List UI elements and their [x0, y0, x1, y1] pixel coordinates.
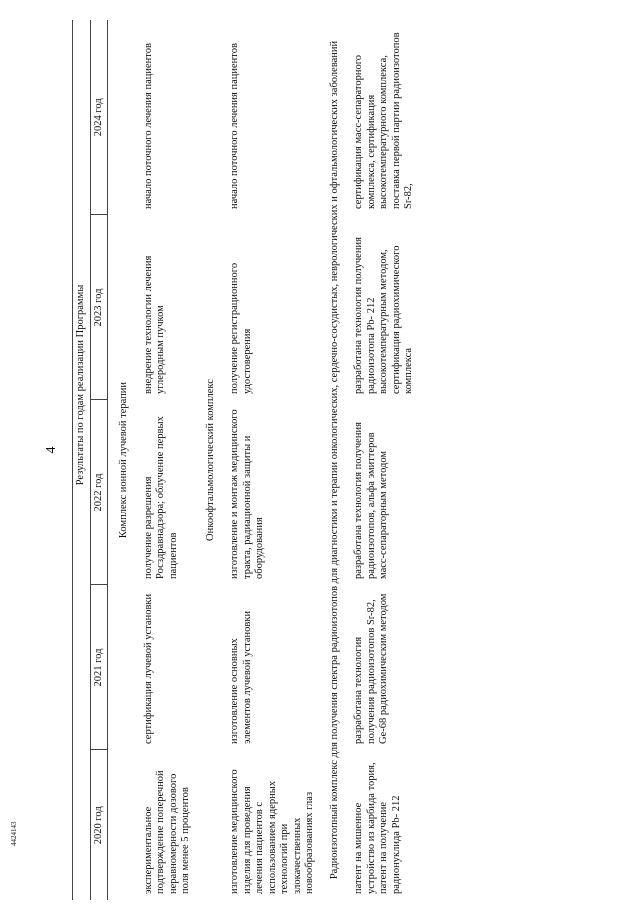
table-cell: сертификация лучевой установки	[142, 593, 154, 744]
column-header-2024: 2024 год	[90, 20, 108, 215]
table-header-row	[90, 20, 108, 900]
section-title-row	[319, 20, 350, 900]
table-cell: разработана технология получения радиоизотопов Sr-82, Ge-68 радиохимическим методом	[353, 593, 389, 744]
table-cell: сертификация масс-сепараторного комплекса, сертификация высокотемпературного комплекса, поставка первой партии радиоизотопов Sr-82,	[353, 32, 414, 209]
table-row	[349, 20, 418, 900]
column-header-2021: 2021 год	[90, 585, 108, 750]
table-group-title: Результаты по годам реализации Программы	[73, 20, 91, 750]
table-cell: экспериментальное подтверждение поперечной неравномерности дозового поля менее 5 процентов	[142, 770, 191, 894]
table-group-title-row	[73, 20, 91, 900]
table-cell: разработана технология получения радиоизотопов, альфа эмиттеров масс-сепараторным методом	[353, 422, 389, 579]
column-header-2023: 2023 год	[90, 215, 108, 400]
table-cell: внедрение технологии лечения углеродным пучком	[142, 255, 166, 394]
page-number: 4	[44, 446, 59, 454]
table-cell: патент на мишенное устройство из карбида тория, патент на получение радионуклида Pb- 212	[353, 762, 402, 894]
column-header-2020: 2020 год	[90, 750, 108, 900]
section-title-oncophthalmology: Онкоофтальмологический комплекс	[204, 379, 216, 541]
rotated-page-content	[70, 20, 570, 900]
section-title-radioisotope: Радиоизотопный комплекс для получения спектра радиоизотопов для диагностики и терапии онкологических, сердечно-сосудистых, неврологических и офтальмологических заболеваний	[328, 40, 340, 880]
results-table	[70, 20, 418, 900]
table-cell: получение разрешения Росздравнадзора; облучение первых пациентов	[142, 416, 179, 579]
table-cell: изготовление основных элементов лучевой установки	[229, 610, 253, 744]
table-row	[225, 20, 319, 900]
table-cell: получение регистрационного удостоверения	[229, 262, 253, 394]
table-cell: изготовление и монтаж медицинского тракта, радиационной защиты и оборудования	[229, 409, 265, 579]
table-cell: начало поточного лечения пациентов	[229, 43, 240, 209]
section-title-ion-therapy: Комплекс ионной лучевой терапии	[118, 381, 129, 539]
table-cell: начало поточного лечения пациентов	[142, 43, 154, 209]
section-title-row	[195, 20, 226, 900]
column-header-2022: 2022 год	[90, 400, 108, 585]
table-cell: изготовление медицинского изделия для проведения лечения пациентов с использованием ядерных технологий при злокачественных новообразованиях глаз	[229, 769, 315, 894]
table-row	[139, 20, 195, 900]
document-code: 4424143	[10, 821, 18, 846]
table-cell: разработана технология получения радиоизотопа Pb- 212 высокотемпературным методом, сертификация радиохимического комплекса	[353, 237, 414, 394]
section-title-row	[108, 20, 139, 900]
